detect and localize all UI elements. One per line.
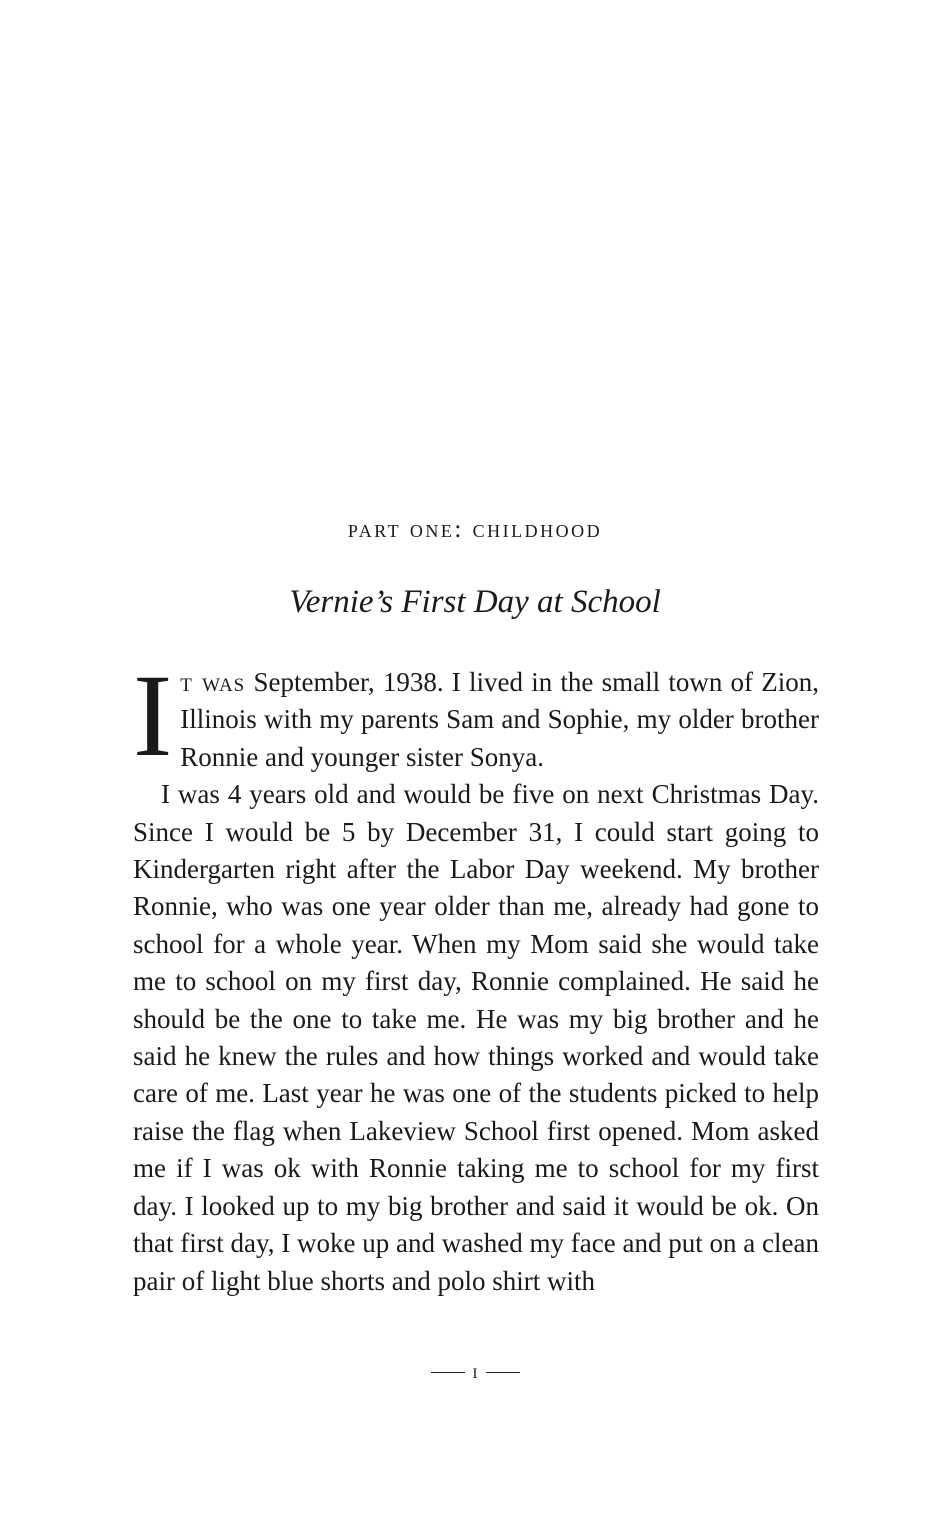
opening-paragraph bbox=[133, 650, 819, 781]
opening-paragraph-text: September, 1938. I lived in the small town of Zion, Illinois with my parents Sam and Sophie, my older brother Ronnie and younger sister Sonya. bbox=[180, 667, 819, 772]
page-number-footer bbox=[0, 1358, 950, 1384]
chapter-title: Vernie’s First Day at School bbox=[289, 584, 661, 620]
body-paragraph: I was 4 years old and would be five on next Christmas Day. Since I would be 5 by December 31, I could start going to Kindergarten right after the Labor Day weekend. My brother Ronnie, who was one year older than me, already had gone to school for a whole year. When my Mom said she would take me to school on my first day, Ronnie complained. He said he should be the one to take me. He was my big brother and he said he knew the rules and how things worked and would take care of me. Last year he was one of the students picked to help raise the flag when Lakeview School first opened. Mom asked me if I was ok with Ronnie taking me to school for my first day. I looked up to my big brother and said it would be ok. On that first day, I woke up and washed my face and put on a clean pair of light blue shorts and polo shirt with bbox=[133, 779, 819, 1296]
drop-cap: I bbox=[133, 650, 173, 781]
chapter-body bbox=[133, 650, 819, 1300]
page-number: i bbox=[472, 1358, 478, 1383]
part-heading: part one: childhood bbox=[347, 516, 603, 543]
folio-left-rule bbox=[431, 1372, 465, 1373]
folio-right-rule bbox=[486, 1372, 520, 1373]
lead-in-small-caps: t was bbox=[180, 667, 246, 697]
